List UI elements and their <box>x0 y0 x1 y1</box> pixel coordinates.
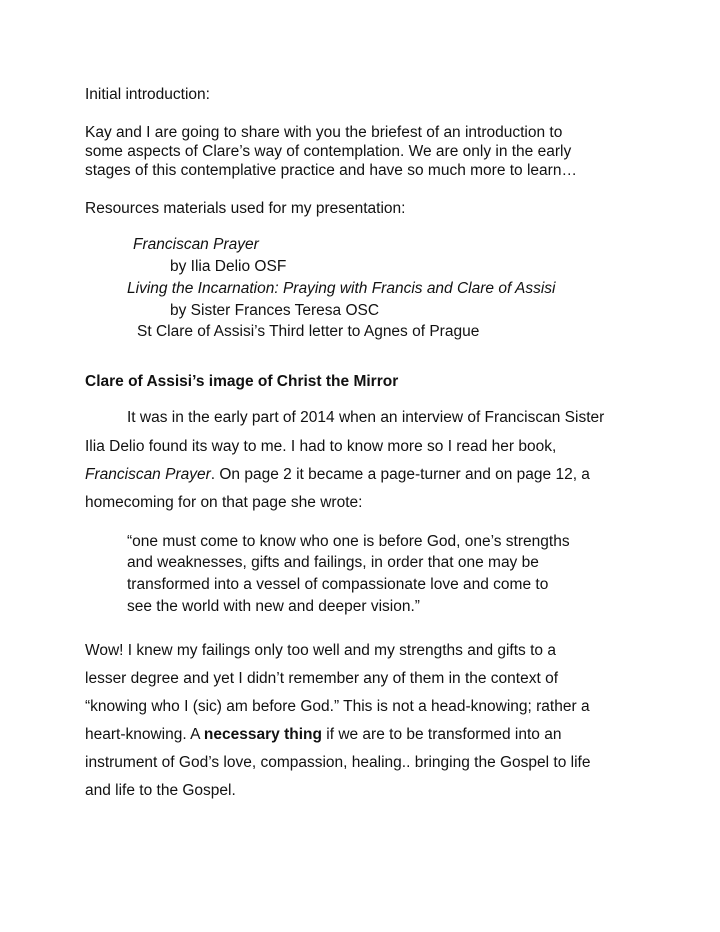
intro-paragraph-line: stages of this contemplative practice and have so much more to learn… <box>85 162 577 179</box>
quote-line: “one must come to know who one is before God, one’s strengths <box>127 533 570 550</box>
emphasis-bold: necessary thing <box>203 726 322 743</box>
resources-label: Resources materials used for my presentation: <box>85 200 406 217</box>
body-line: instrument of God’s love, compassion, healing.. bringing the Gospel to life <box>85 754 591 771</box>
intro-label: Initial introduction: <box>85 86 210 103</box>
body-line-post: if we are to be transformed into an <box>321 726 562 743</box>
body-line <box>85 725 561 745</box>
body-line: Wow! I knew my failings only too well and my strengths and gifts to a <box>85 642 556 659</box>
intro-paragraph-line: some aspects of Clare’s way of contemplation. We are only in the early <box>85 143 572 160</box>
body-line: lesser degree and yet I didn’t remember any of them in the context of <box>85 670 559 687</box>
body-line <box>85 465 590 485</box>
quote-line: transformed into a vessel of compassionate love and come to <box>127 576 549 593</box>
section-heading: Clare of Assisi’s image of Christ the Mirror <box>85 373 399 390</box>
resource-letter: St Clare of Assisi’s Third letter to Agnes of Prague <box>137 323 480 340</box>
book-title-inline: Franciscan Prayer <box>85 466 211 483</box>
resource-book2-title: Living the Incarnation: Praying with Francis and Clare of Assisi <box>127 280 556 297</box>
body-line: It was in the early part of 2014 when an interview of Franciscan Sister <box>127 409 605 426</box>
body-line: and life to the Gospel. <box>85 782 236 799</box>
resource-book1-author: by Ilia Delio OSF <box>170 258 287 275</box>
resource-book1-title: Franciscan Prayer <box>133 236 259 253</box>
quote-line: see the world with new and deeper vision.” <box>127 598 420 615</box>
body-line: “knowing who I (sic) am before God.” This is not a head-knowing; rather a <box>85 698 590 715</box>
intro-paragraph-line: Kay and I are going to share with you the briefest of an introduction to <box>85 124 563 141</box>
body-line-rest: . On page 2 it became a page-turner and on page 12, a <box>210 466 590 483</box>
quote-line: and weaknesses, gifts and failings, in order that one may be <box>127 554 539 571</box>
body-line: homecoming for on that page she wrote: <box>85 494 363 511</box>
resource-book2-author: by Sister Frances Teresa OSC <box>170 302 380 319</box>
body-line: Ilia Delio found its way to me. I had to know more so I read her book, <box>85 438 557 455</box>
body-line-pre: heart-knowing. A <box>85 726 204 743</box>
